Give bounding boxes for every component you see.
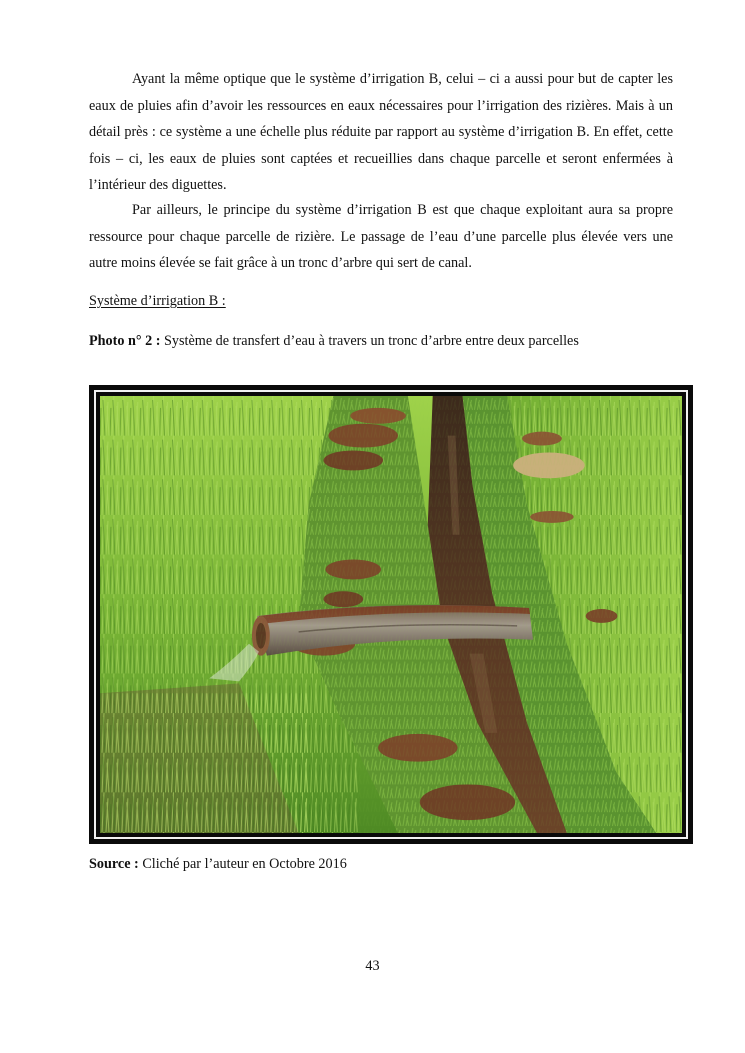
photo-caption-label: Photo n° 2 : — [89, 333, 161, 349]
page-number: 43 — [365, 958, 380, 974]
photo-caption-text: Système de transfert d’eau à travers un tronc d’arbre entre deux parcelles — [160, 333, 579, 349]
photo-frame — [89, 385, 693, 844]
photo-caption — [89, 328, 579, 354]
body-paragraph-2: Par ailleurs, le principe du système d’irrigation B est que chaque exploitant aura sa propre ressource pour chaque parcelle de rizière. Le passage de l’eau d’une parcelle plus élevée vers une autre moins élevée se fait grâce à un tronc d’arbre qui sert de canal. — [89, 202, 673, 271]
source-text: Cliché par l’auteur en Octobre 2016 — [138, 856, 347, 872]
source-label: Source : — [89, 856, 139, 872]
section-heading: Système d’irrigation B : — [89, 293, 226, 309]
body-paragraph-1: Ayant la même optique que le système d’irrigation B, celui – ci a aussi pour but de capter les eaux de pluies afin d’avoir les ressources en eaux nécessaires pour l’irrigation des rizières. Mais à un détail près : ce système a une échelle plus réduite par rapport au système d’irrigation B. En effet, cette fois – ci, les eaux de pluies sont captées et recueillies dans chaque parcelle et seront enfermées à l’intérieur des diguettes. — [89, 71, 673, 193]
photo-source — [89, 851, 347, 877]
photo-inner-border — [94, 390, 688, 839]
rice-paddy-photo — [100, 396, 682, 833]
